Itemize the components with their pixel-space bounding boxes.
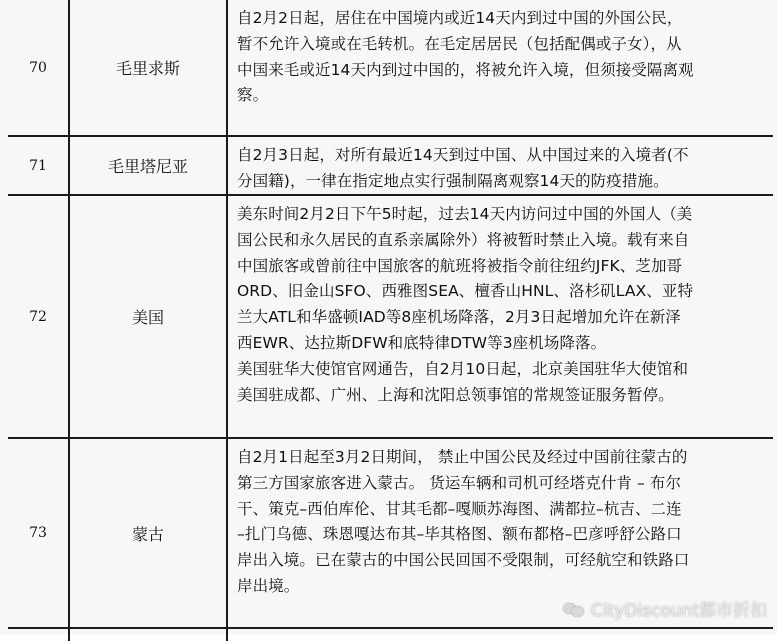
row-number: 73: [8, 439, 70, 627]
row-number: 70: [8, 0, 70, 135]
policy-line: 美东时间2月2日下午5时起，过去14天内访问过中国的外国人（美: [237, 205, 693, 223]
policy-line: 美国驻华大使馆官网通告，自2月10日起，北京美国驻华大使馆和: [237, 359, 689, 378]
policy-line: 中国来毛或近14天内到过中国的，将被允许入境，但须接受隔离观: [237, 60, 694, 79]
country-name: 毛里塔尼亚: [70, 137, 228, 194]
country-name: 美国: [70, 196, 228, 437]
policy-line: –扎门乌德、珠恩嘎达布其–毕其格图、额布都格–巴彦呼舒公路口: [237, 525, 682, 544]
country-name: [70, 629, 228, 641]
row-number: [8, 629, 70, 641]
policy-line: 第三方国家旅客进入蒙古。 货运车辆和司机可经塔克什肯 – 布尔: [237, 473, 682, 492]
policy-line: 分国籍)，一律在指定地点实行强制隔离观察14天的防疫措施。: [237, 171, 669, 190]
policy-line: 兰大ATL和华盛顿IAD等8座机场降落，2月3日起增加允许在新泽: [237, 308, 681, 327]
policy-line: 自2月3日起，对所有最近14天到过中国、从中国过来的入境者(不: [237, 146, 689, 164]
policy-line: ORD、旧金山SFO、西雅图SEA、檀香山HNL、洛杉矶LAX、亚特: [237, 282, 694, 301]
row-number: 71: [8, 137, 70, 194]
policy-text: [228, 0, 773, 135]
policy-text: [228, 137, 773, 194]
policy-line: 国公民和永久居民的直系亲属除外）将被暂时禁止入境。载有来自: [237, 230, 690, 249]
watermark: [563, 596, 767, 621]
table-row-next: [8, 629, 773, 641]
policy-line: 自2月2日起，居住在中国境内或近14天内到过中国的外国公民，: [237, 9, 683, 27]
policy-line: 中国旅客或曾前往中国旅客的航班将被指令前往纽约JFK、芝加哥: [237, 256, 683, 275]
country-name: 蒙古: [70, 439, 228, 627]
table-row-72: [8, 196, 773, 439]
chat-bubble-icon: [563, 600, 585, 618]
policy-line: 美国驻成都、广州、上海和沈阳总领事馆的常规签证服务暂停。: [237, 385, 674, 404]
table-row-70: [8, 0, 773, 137]
policy-line: 察。: [237, 86, 269, 105]
table-row-71: [8, 137, 773, 196]
country-name: 毛里求斯: [70, 0, 228, 135]
policy-text: [228, 196, 773, 437]
watermark-text: CityDiscount都市折扣: [591, 601, 767, 621]
policy-line: 暂不允许入境或在毛转机。在毛定居居民（包括配偶或子女），从: [237, 34, 682, 53]
row-number: 72: [8, 196, 70, 437]
policy-line: 干、策克–西伯库伦、甘其毛都–嘎顺苏海图、满都拉–杭吉、二连: [237, 499, 682, 518]
policy-line: 岸出境。: [237, 576, 300, 595]
policy-line: 自2月1日起至3月2日期间， 禁止中国公民及经过中国前往蒙古的: [237, 448, 688, 466]
policy-line: 西EWR、达拉斯DFW和底特律DTW等3座机场降落。: [237, 333, 607, 352]
policy-line: 岸出入境。已在蒙古的中国公民回国不受限制，可经航空和铁路口: [237, 551, 690, 570]
